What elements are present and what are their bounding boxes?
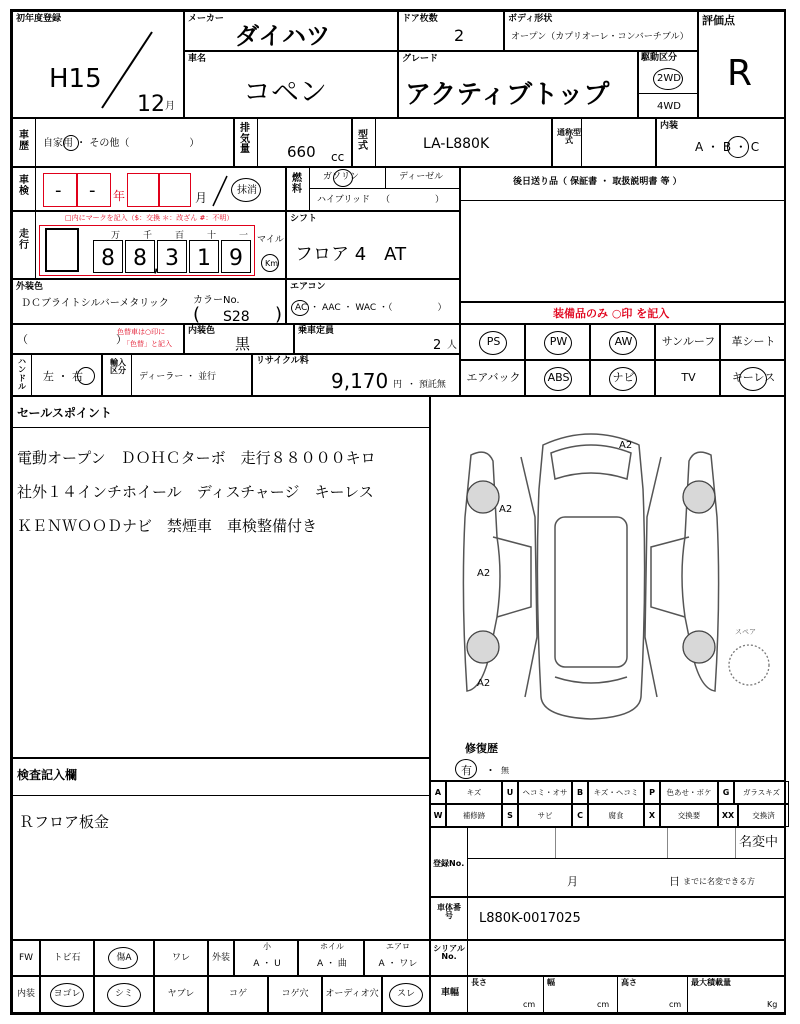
- sales-line: 電動オープン ＤＯＨＣターボ 走行８８０００キロ: [17, 449, 376, 467]
- width-label: 幅: [547, 978, 555, 987]
- interior-row: [12, 976, 430, 1013]
- interior-item: シミ: [94, 976, 154, 1013]
- interior-item: オーディオ穴: [322, 976, 382, 1013]
- interior-row-label: 内装: [12, 976, 40, 1013]
- repair-sep: ・: [485, 764, 496, 777]
- dims-label: 車幅: [440, 988, 459, 998]
- equipment-item: [720, 324, 785, 360]
- fw-circle: [108, 947, 138, 969]
- capacity-value: 2: [433, 338, 442, 353]
- type-cell: [352, 118, 552, 167]
- handle-options: 左 ・ 右: [43, 370, 83, 383]
- import-cell: [102, 354, 252, 396]
- legend-code: XX: [718, 804, 738, 827]
- equipment-grid: [460, 324, 785, 396]
- body-value: オープン（カプリオーレ・コンバーチブル）: [511, 32, 689, 42]
- legend-label: 腐食: [588, 804, 644, 827]
- grade-label: グレード: [402, 54, 439, 64]
- equip-header: 装備品のみ ○印 を記入: [553, 307, 670, 320]
- auction-sheet: [10, 9, 786, 1015]
- equipment-circle: [544, 367, 572, 391]
- color-no-value: S28: [223, 309, 250, 324]
- inspection-month-box-1: [127, 173, 159, 207]
- inspection-cell: [12, 167, 286, 211]
- exterior-color-value: ＤＣブライトシルバーメタリック: [21, 298, 169, 309]
- equipment-label: ABS: [547, 371, 570, 384]
- inspection-year-box: -: [77, 173, 111, 207]
- inspection-era-box: -: [43, 173, 77, 207]
- mileage-digit: 9: [229, 246, 243, 271]
- shift-value: フロア 4 AT: [295, 244, 407, 265]
- interior-color-cell: [184, 324, 294, 354]
- doors-cell: [398, 11, 504, 51]
- displacement-value: 660: [287, 143, 316, 161]
- fw-item: トビ石: [40, 940, 94, 976]
- maker-label: メーカー: [188, 14, 224, 24]
- equipment-label: PS: [486, 335, 501, 348]
- type-label: 型式: [358, 130, 368, 152]
- repair-label: 修復歴: [465, 742, 498, 755]
- damage-mark-3: A2: [477, 568, 491, 579]
- doors-label: ドア枚数: [402, 14, 438, 24]
- recycle-label: リサイクル料: [256, 356, 309, 366]
- fuel-diesel: ディーゼル: [399, 172, 444, 182]
- registration-label: 登録No.: [433, 859, 465, 868]
- displacement-unit: cc: [331, 150, 345, 164]
- interior-item: コゲ穴: [268, 976, 322, 1013]
- doors-value: 2: [454, 26, 465, 45]
- legend-label: 色あせ・ボケ: [660, 781, 718, 804]
- equipment-label: 革シート: [731, 335, 776, 348]
- equipment-circle: [739, 367, 767, 391]
- legend-code: W: [430, 804, 446, 827]
- registration-cell: [430, 827, 785, 897]
- common-type-cell: [552, 118, 656, 167]
- damage-mark-4: A2: [477, 678, 491, 689]
- mileage-digit-0: [45, 228, 79, 272]
- sales-cell: [12, 396, 430, 758]
- length-unit: cm: [523, 1000, 536, 1009]
- equipment-item: [525, 360, 590, 396]
- mileage-unit-label: 十: [207, 231, 217, 241]
- mileage-label: 走行: [19, 229, 29, 251]
- wheel-group: [298, 940, 364, 976]
- displacement-label: 排気量: [240, 123, 250, 155]
- docs-label: 後日送り品（ 保証書 ・ 取扱説明書 等 ）: [513, 177, 682, 187]
- legend-code: C: [572, 804, 588, 827]
- wheel-options: A ・ 曲: [317, 959, 347, 969]
- equipment-label: サンルーフ: [661, 335, 716, 348]
- max-load-label: 最大積載量: [691, 978, 731, 987]
- grade-cell: [398, 51, 638, 118]
- recycle-deposit: ・ 預託無: [407, 380, 446, 390]
- mileage-note: □内にマークを記入（$：交換 ＊：改ざん #：不明）: [65, 214, 234, 222]
- equipment-label: AW: [614, 335, 633, 348]
- mileage-km-circle: [261, 254, 279, 272]
- aero-group: [364, 940, 430, 976]
- legend-label: ガラスキズ: [734, 781, 789, 804]
- body-cell: [504, 11, 698, 51]
- equipment-item: [590, 360, 655, 396]
- first-reg-year: H15: [49, 64, 102, 94]
- model-cell: [184, 51, 398, 118]
- equipment-label: キーレス: [731, 371, 776, 384]
- ac-options: AC ・ AAC ・ WAC ・（ ）: [295, 303, 447, 313]
- drive-2wd: 2WD: [657, 73, 681, 84]
- first-reg-month: 12: [137, 92, 165, 117]
- legend-label: ヘコミ・オサ: [518, 781, 572, 804]
- equipment-label: PW: [549, 335, 568, 348]
- sales-line: 社外１４インチホイール ディスチャージ キーレス: [17, 483, 374, 501]
- repair-no: 無: [501, 766, 509, 775]
- legend-code: U: [502, 781, 518, 804]
- legend-label: サビ: [518, 804, 572, 827]
- fw-item: ワレ: [154, 940, 208, 976]
- inspection-month-suffix: 月: [195, 191, 208, 205]
- import-label: 輸入区分: [110, 358, 126, 376]
- legend-code: B: [572, 781, 588, 804]
- capacity-cell: [294, 324, 460, 354]
- mileage-km-label: Km: [265, 259, 279, 268]
- recycle-cell: [252, 354, 460, 396]
- history-text: 自家用 ・ その他（ ）: [43, 138, 200, 149]
- first-reg-label: 初年度登録: [16, 14, 62, 24]
- mileage-mile-label: マイル: [257, 235, 284, 245]
- interior-grade-circle: [727, 136, 749, 158]
- equipment-label: エアバック: [466, 371, 521, 384]
- legend-label: 補修跡: [446, 804, 502, 827]
- equipment-item: [590, 324, 655, 360]
- shift-label: シフト: [290, 214, 318, 224]
- mileage-digit: 8: [133, 246, 147, 271]
- maker-value: ダイハツ: [235, 22, 331, 50]
- legend-label: 交換要: [660, 804, 718, 827]
- height-unit: cm: [669, 1000, 682, 1009]
- small-label: 小: [263, 942, 271, 951]
- name-change: 名変中: [739, 835, 779, 850]
- spare-label: スペア: [735, 628, 756, 636]
- recolor-note-2: 「色替」と記入: [123, 340, 172, 348]
- inspection-notes-text: Ｒフロア板金: [19, 813, 110, 831]
- diagram-cell: [430, 396, 785, 781]
- interior-grade-label: 内装: [660, 121, 679, 131]
- interior-item-circle: [107, 983, 141, 1007]
- ac-circle: [291, 300, 309, 316]
- serial-cell: [430, 940, 785, 976]
- legend-label: キズ: [446, 781, 502, 804]
- equipment-item: [525, 324, 590, 360]
- legend-code: P: [644, 781, 660, 804]
- equipment-item: [460, 324, 525, 360]
- fw-label: FW: [12, 940, 40, 976]
- recolor-note-1: 色替車は○印に: [117, 328, 166, 336]
- inspection-notes-cell: [12, 758, 430, 940]
- width-unit: cm: [597, 1000, 610, 1009]
- fw-item: 傷A: [94, 940, 154, 976]
- grade-value: アクティブトップ: [405, 80, 610, 110]
- ac-cell: [286, 279, 460, 324]
- legend-code: S: [502, 804, 518, 827]
- legend-code: X: [644, 804, 660, 827]
- recolor-paren: （ ）: [17, 333, 127, 346]
- equipment-item: [655, 324, 720, 360]
- first-registration-cell: [12, 11, 184, 118]
- equipment-item: [655, 360, 720, 396]
- model-value: コペン: [243, 75, 328, 108]
- inspection-expired: 抹消: [237, 185, 257, 196]
- interior-item-circle: [50, 983, 84, 1007]
- registration-day: 日: [669, 875, 680, 888]
- damage-mark-1: A2: [619, 440, 633, 451]
- inspection-expired-circle: [231, 178, 261, 202]
- length-label: 長さ: [471, 978, 487, 987]
- sales-line: ＫＥＮＷＯＯＤナビ 禁煙車 車検整備付き: [17, 517, 318, 535]
- recolor-cell: [12, 324, 184, 354]
- inspection-notes-label: 検査記入欄: [17, 768, 78, 782]
- car-diagram: [431, 397, 785, 781]
- equipment-label: TV: [681, 371, 696, 384]
- fuel-label: 燃料: [292, 173, 302, 195]
- registration-deadline: までに名変できる方: [683, 877, 755, 886]
- interior-grade-cell: [656, 118, 785, 167]
- docs-cell: [460, 167, 785, 302]
- recycle-unit: 円: [393, 380, 403, 390]
- interior-item-circle: [389, 983, 423, 1007]
- color-no-close-paren: ): [275, 304, 283, 324]
- repair-yes: 有: [461, 764, 472, 777]
- interior-item: ヤブレ: [154, 976, 208, 1013]
- maker-cell: [184, 11, 398, 51]
- small-group: [234, 940, 298, 976]
- history-private-circle: [63, 135, 79, 151]
- type-value: LA-L880K: [423, 136, 490, 152]
- drive-2wd-circle: [653, 68, 683, 90]
- mileage-cell: [12, 211, 286, 279]
- legend-label: 交換済: [738, 804, 789, 827]
- first-reg-month-suffix: 月: [165, 101, 175, 112]
- handle-label: ハンドル: [18, 357, 26, 392]
- mileage-comma: ,: [153, 252, 160, 276]
- handle-cell: [12, 354, 102, 396]
- history-cell: [12, 118, 234, 167]
- score-cell: [698, 11, 785, 118]
- inspection-label: 車検: [19, 175, 29, 197]
- equipment-circle: [609, 367, 637, 391]
- inspection-month-box-2: [159, 173, 191, 207]
- mileage-unit-label: 千: [143, 231, 153, 241]
- equipment-label: ナビ: [612, 371, 635, 384]
- import-options: ディーラー ・ 並行: [139, 372, 217, 382]
- drive-label: 駆動区分: [641, 53, 678, 63]
- equipment-circle: [609, 331, 637, 355]
- height-label: 高さ: [621, 978, 637, 987]
- capacity-label: 乗車定員: [298, 326, 335, 336]
- interior-item: ヨゴレ: [40, 976, 94, 1013]
- fuel-hybrid: ハイブリッド: [317, 195, 371, 205]
- interior-item: スレ: [382, 976, 430, 1013]
- capacity-unit: 人: [447, 340, 457, 351]
- chassis-label: 車体番号: [437, 903, 461, 921]
- fuel-hybrid-paren: （ ）: [381, 195, 445, 205]
- interior-item: コゲ: [208, 976, 268, 1013]
- common-type-label: 通称型式: [557, 128, 581, 146]
- chassis-value: L880K-0017025: [479, 911, 581, 926]
- fuel-gasoline-circle: [333, 169, 353, 187]
- mileage-digit: 1: [197, 246, 211, 271]
- score-label: 評価点: [702, 14, 735, 27]
- mileage-unit-label: 百: [175, 231, 185, 241]
- drive-4wd: 4WD: [657, 101, 681, 112]
- interior-grade-value: A ・ B ・ C: [695, 140, 760, 154]
- legend-code: A: [430, 781, 446, 804]
- equipment-item: [720, 360, 785, 396]
- equipment-item: [460, 360, 525, 396]
- inspection-year-suffix: 年: [113, 189, 126, 203]
- mileage-unit-label: 万: [111, 231, 121, 241]
- aero-options: A ・ ワレ: [378, 959, 418, 969]
- fw-row: [12, 940, 430, 976]
- recycle-fee: 9,170: [331, 369, 389, 393]
- repair-yes-circle: [455, 759, 477, 779]
- history-label: 車歴: [19, 130, 29, 152]
- model-label: 車名: [188, 54, 207, 64]
- aero-label: エアロ: [386, 942, 410, 951]
- exterior-color-cell: [12, 279, 286, 324]
- handle-right-circle: [77, 367, 95, 385]
- ac-label: エアコン: [290, 282, 326, 292]
- mileage-digit: 3: [165, 246, 179, 271]
- equip-header-cell: [460, 302, 785, 324]
- mileage-unit-label: 一: [239, 231, 249, 241]
- color-no-open-paren: (: [193, 304, 201, 324]
- sales-label: セールスポイント: [17, 406, 112, 420]
- small-options: A ・ U: [253, 959, 281, 969]
- exterior-color-label: 外装色: [16, 282, 44, 292]
- shift-cell: [286, 211, 460, 279]
- interior-color-label: 内装色: [188, 326, 216, 336]
- dims-cell: [430, 976, 785, 1013]
- registration-month: 月: [567, 875, 578, 888]
- equipment-circle: [544, 331, 572, 355]
- body-label: ボディ形状: [508, 14, 553, 24]
- drive-cell: [638, 51, 698, 118]
- max-load-unit: Kg: [767, 1000, 778, 1009]
- damage-mark-2: A2: [499, 504, 513, 515]
- damage-legend: [430, 781, 785, 827]
- chassis-cell: [430, 897, 785, 940]
- serial-label: シリアルNo.: [433, 944, 465, 962]
- legend-code: G: [718, 781, 734, 804]
- fuel-gasoline: ガソリン: [323, 172, 360, 182]
- inspection-slash: [209, 174, 231, 208]
- mileage-digit: 8: [101, 246, 115, 271]
- legend-label: キズ・ヘコミ: [588, 781, 644, 804]
- score-value: R: [727, 53, 753, 94]
- wheel-label: ホイル: [320, 942, 344, 951]
- color-no-label: カラーNo.: [193, 295, 240, 306]
- equipment-circle: [479, 331, 507, 355]
- displacement-cell: [234, 118, 352, 167]
- fuel-cell: [286, 167, 460, 211]
- interior-color-value: 黒: [235, 335, 251, 353]
- exterior-label: 外装: [208, 940, 234, 976]
